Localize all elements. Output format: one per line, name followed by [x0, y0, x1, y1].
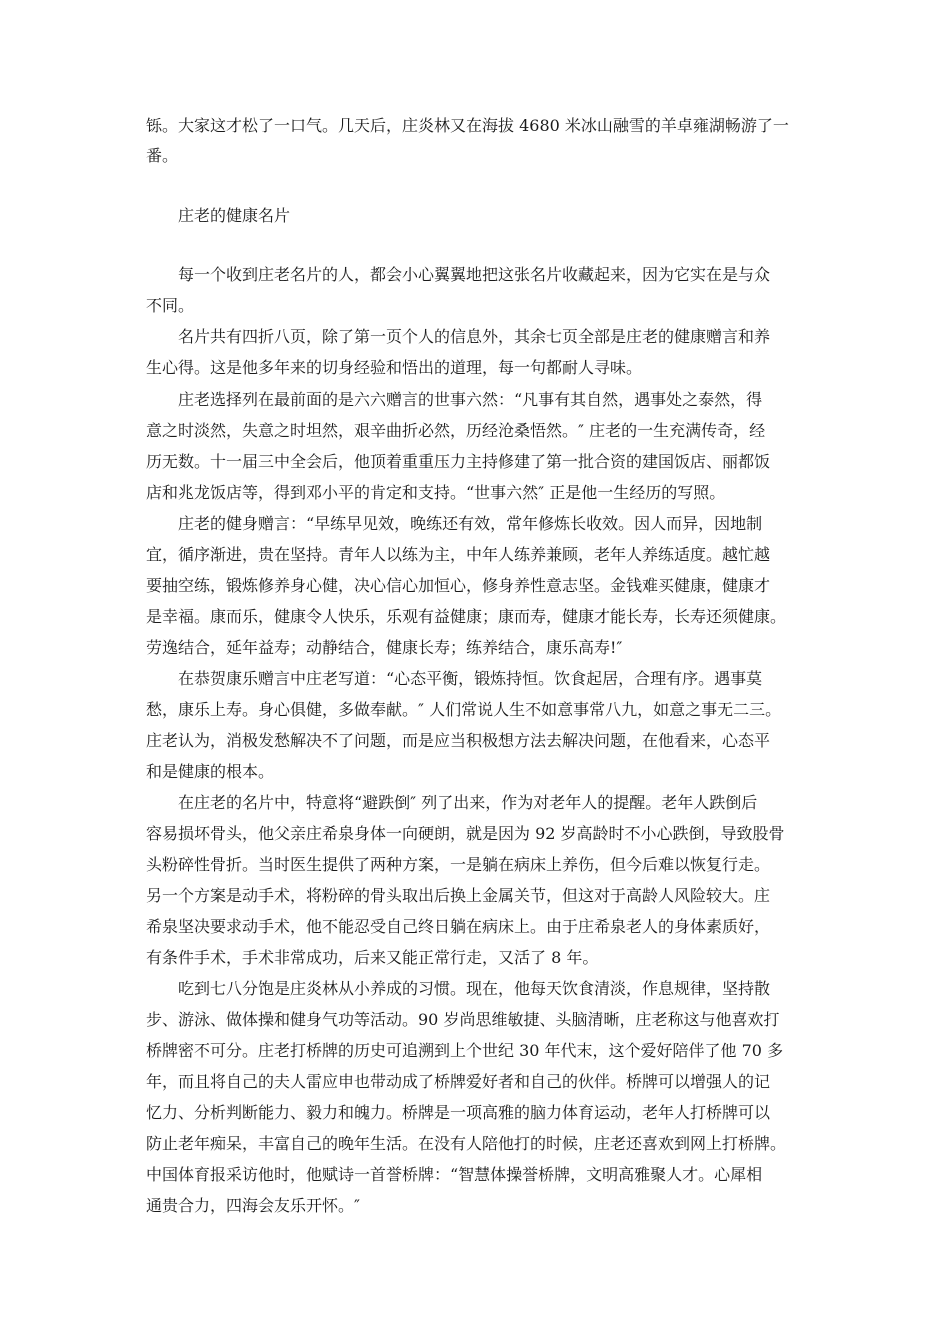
text-line: 意之时淡然，失意之时坦然，艰辛曲折必然，历经沧桑悟然。″ 庄老的一生充满传奇，经 [146, 421, 766, 440]
text-line: 店和兆龙饭店等，得到邓小平的肯定和支持。“世事六然″ 正是他一生经历的写照。 [146, 483, 726, 502]
text-line: 历无数。十一届三中全会后，他顶着重重压力主持修建了第一批合资的建国饭店、丽都饭 [146, 452, 771, 471]
text-line: 番。 [146, 146, 179, 165]
text-line: 生心得。这是他多年来的切身经验和悟出的道理，每一句都耐人寻味。 [146, 358, 643, 377]
text-line: 容易损坏骨头，他父亲庄希泉身体一向硬朗，就是因为 92 岁高龄时不小心跌倒，导致股骨 [146, 824, 785, 843]
text-line: 不同。 [146, 296, 195, 315]
text-line: 另一个方案是动手术，将粉碎的骨头取出后换上金属关节，但这对于高龄人风险较大。庄 [146, 886, 771, 905]
text-line: 劳逸结合，延年益寿；动静结合，健康长寿；练养结合，康乐高寿!″ [146, 638, 623, 657]
text-line: 要抽空练，锻炼修养身心健，决心信心加恒心，修身养性意志坚。金钱难买健康，健康才 [146, 576, 771, 595]
text-line: 中国体育报采访他时，他赋诗一首誉桥牌：“智慧体操誉桥牌，文明高雅聚人才。心犀相 [146, 1165, 763, 1184]
text-line: 名片共有四折八页，除了第一页个人的信息外，其余七页全部是庄老的健康赠言和养 [178, 327, 771, 346]
text-line: 步、游泳、做体操和健身气功等活动。90 岁尚思维敏捷、头脑清晰，庄老称这与他喜欢打 [146, 1010, 780, 1029]
text-line: 头粉碎性骨折。当时医生提供了两种方案，一是躺在病床上养伤，但今后难以恢复行走。 [146, 855, 771, 874]
text-line: 桥牌密不可分。庄老打桥牌的历史可追溯到上个世纪 30 年代末，这个爱好陪伴了他 70 多 [146, 1041, 784, 1060]
text-line: 忆力、分析判断能力、毅力和魄力。桥牌是一项高雅的脑力体育运动，老年人打桥牌可以 [146, 1103, 771, 1122]
text-line: 有条件手术，手术非常成功，后来又能正常行走，又活了 8 年。 [146, 948, 599, 967]
text-line: 宜，循序渐进，贵在坚持。青年人以练为主，中年人练养兼顾，老年人养练适度。越忙越 [146, 545, 771, 564]
text-line: 愁，康乐上寿。身心俱健，多做奉献。″ 人们常说人生不如意事常八九，如意之事无二三。 [146, 700, 782, 719]
text-line: 是幸福。康而乐，健康令人快乐，乐观有益健康；康而寿，健康才能长寿，长寿还须健康。 [146, 607, 787, 626]
text-line: 在庄老的名片中，特意将“避跌倒″ 列了出来，作为对老年人的提醒。老年人跌倒后 [178, 793, 758, 812]
text-line: 通贵合力，四海会友乐开怀。″ [146, 1196, 360, 1215]
text-line: 庄老认为，消极发愁解决不了问题，而是应当积极想方法去解决问题，在他看来，心态平 [146, 731, 771, 750]
text-line: 庄老的健身赠言：“早练早见效，晚练还有效，常年修炼长收效。因人而异，因地制 [178, 514, 763, 533]
text-line: 每一个收到庄老名片的人，都会小心翼翼地把这张名片收藏起来，因为它实在是与众 [178, 265, 771, 284]
text-line: 在恭贺康乐赠言中庄老写道：“心态平衡，锻炼持恒。饮食起居，合理有序。遇事莫 [178, 669, 763, 688]
text-line: 希泉坚决要求动手术，他不能忍受自己终日躺在病床上。由于庄希泉老人的身体素质好， [146, 917, 771, 936]
text-line: 铄。大家这才松了一口气。几天后，庄炎林又在海拔 4680 米冰山融雪的羊卓雍湖畅游了一 [146, 116, 789, 135]
text-line: 和是健康的根本。 [146, 762, 275, 781]
text-line: 庄老选择列在最前面的是六六赠言的世事六然：“凡事有其自然，遇事处之泰然，得 [178, 390, 763, 409]
text-line: 年，而且将自己的夫人雷应申也带动成了桥牌爱好者和自己的伙伴。桥牌可以增强人的记 [146, 1072, 771, 1091]
section-heading: 庄老的健康名片 [178, 206, 291, 225]
text-line: 吃到七八分饱是庄炎林从小养成的习惯。现在，他每天饮食清淡，作息规律，坚持散 [178, 979, 771, 998]
text-line: 防止老年痴呆，丰富自己的晚年生活。在没有人陪他打的时候，庄老还喜欢到网上打桥牌。 [146, 1134, 787, 1153]
